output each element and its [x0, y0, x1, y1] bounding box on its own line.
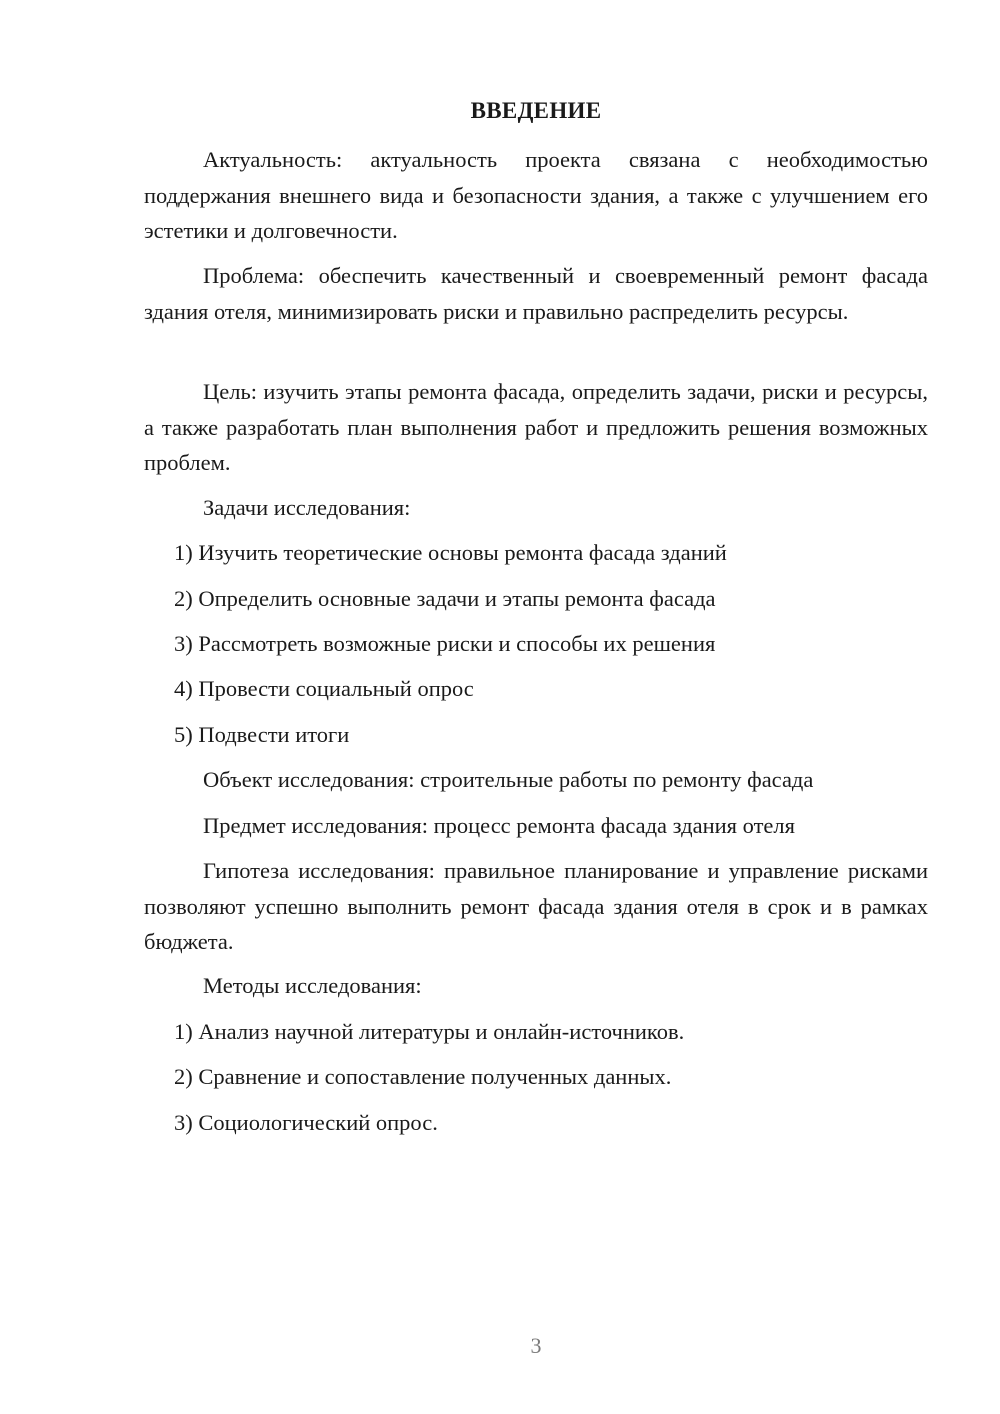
section-title: ВВЕДЕНИЕ — [470, 98, 602, 123]
page-number: 3 — [530, 1333, 542, 1358]
method-item: 3) Социологический опрос. — [174, 1110, 438, 1135]
task-item: 3) Рассмотреть возможные риски и способы их решения — [174, 631, 716, 656]
relevance-paragraph: Актуальность: актуальность проекта связана с необходимостью поддержания внешнего вида и безопасности здания, а также с улучшением его эстетики и долговечности. — [144, 147, 928, 243]
goal-paragraph: Цель: изучить этапы ремонта фасада, определить задачи, риски и ресурсы, а также разработать план выполнения работ и предложить решения возможных проблем. — [144, 379, 928, 475]
method-item: 2) Сравнение и сопоставление полученных данных. — [174, 1064, 672, 1089]
tasks-heading: Задачи исследования: — [203, 495, 411, 520]
task-item: 5) Подвести итоги — [174, 722, 350, 747]
task-item: 1) Изучить теоретические основы ремонта фасада зданий — [174, 540, 727, 565]
task-item: 4) Провести социальный опрос — [174, 676, 474, 701]
problem-paragraph: Проблема: обеспечить качественный и своевременный ремонт фасада здания отеля, минимизировать риски и правильно распределить ресурсы. — [144, 263, 928, 324]
methods-heading: Методы исследования: — [203, 973, 422, 998]
task-item: 2) Определить основные задачи и этапы ремонта фасада — [174, 586, 716, 611]
object-line: Объект исследования: строительные работы по ремонту фасада — [203, 767, 814, 792]
method-item: 1) Анализ научной литературы и онлайн-источников. — [174, 1019, 685, 1044]
hypothesis-paragraph: Гипотеза исследования: правильное планирование и управление рисками позволяют успешно выполнить ремонт фасада здания отеля в срок и в рамках бюджета. — [144, 858, 928, 954]
subject-line: Предмет исследования: процесс ремонта фасада здания отеля — [203, 813, 795, 838]
